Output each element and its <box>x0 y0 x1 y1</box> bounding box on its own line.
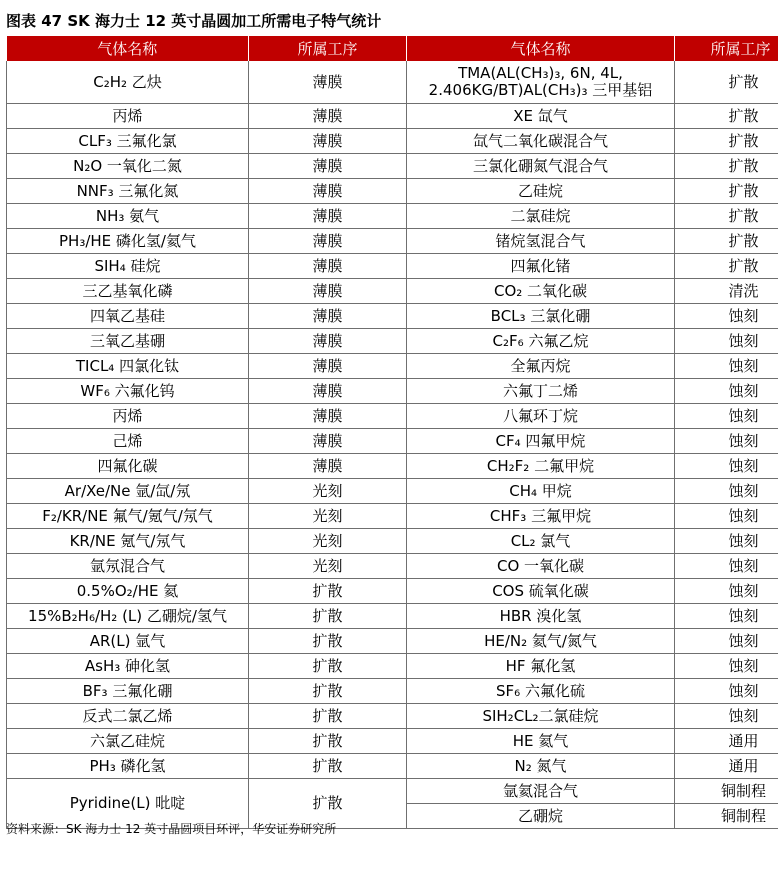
gas-left-cell: WF₆ 六氟化钨 <box>7 379 249 404</box>
gas-left-cell: F₂/KR/NE 氟气/氪气/氖气 <box>7 504 249 529</box>
process-right-cell: 蚀刻 <box>675 704 778 729</box>
process-right-cell: 蚀刻 <box>675 329 778 354</box>
gas-left-cell: AsH₃ 砷化氢 <box>7 654 249 679</box>
gas-left-cell: Ar/Xe/Ne 氩/氙/氖 <box>7 479 249 504</box>
header-gas-right: 气体名称 <box>407 36 675 61</box>
process-right-cell: 蚀刻 <box>675 554 778 579</box>
gas-right-cell: TMA(AL(CH₃)₃, 6N, 4L, 2.406KG/BT)AL(CH₃)₃ 三甲基铝 <box>407 61 675 104</box>
table-row <box>7 279 778 304</box>
gas-left-cell: TICL₄ 四氯化钛 <box>7 354 249 379</box>
process-right-cell: 铜制程 <box>675 804 778 829</box>
process-right-cell: 铜制程 <box>675 779 778 804</box>
gas-left-cell: 三乙基氧化磷 <box>7 279 249 304</box>
process-left-cell: 扩散 <box>249 754 407 779</box>
gas-right-cell: 氩氦混合气 <box>407 779 675 804</box>
process-right-cell: 蚀刻 <box>675 354 778 379</box>
table-row <box>7 404 778 429</box>
process-right-cell: 蚀刻 <box>675 629 778 654</box>
gas-right-cell: CL₂ 氯气 <box>407 529 675 554</box>
process-right-cell: 蚀刻 <box>675 579 778 604</box>
gas-left-cell: 丙烯 <box>7 104 249 129</box>
table-row <box>7 504 778 529</box>
process-left-cell: 薄膜 <box>249 254 407 279</box>
table-header <box>7 36 778 61</box>
gas-right-cell: 乙硼烷 <box>407 804 675 829</box>
gas-left-cell: N₂O 一氧化二氮 <box>7 154 249 179</box>
gas-right-cell: 四氟化锗 <box>407 254 675 279</box>
gas-left-cell: NNF₃ 三氟化氮 <box>7 179 249 204</box>
gas-left-cell: 氩氖混合气 <box>7 554 249 579</box>
gas-left-cell: C₂H₂ 乙炔 <box>7 61 249 104</box>
process-right-cell: 扩散 <box>675 254 778 279</box>
process-right-cell: 蚀刻 <box>675 529 778 554</box>
process-left-cell: 扩散 <box>249 579 407 604</box>
process-left-cell: 薄膜 <box>249 154 407 179</box>
gas-right-cell: COS 硫氧化碳 <box>407 579 675 604</box>
table-row <box>7 179 778 204</box>
header-process-right: 所属工序 <box>675 36 778 61</box>
table-row <box>7 779 778 804</box>
gas-right-cell: HF 氟化氢 <box>407 654 675 679</box>
process-left-cell: 薄膜 <box>249 279 407 304</box>
gas-left-cell: 15%B₂H₆/H₂ (L) 乙硼烷/氢气 <box>7 604 249 629</box>
process-left-cell: 薄膜 <box>249 454 407 479</box>
table-row <box>7 429 778 454</box>
process-left-cell: 薄膜 <box>249 204 407 229</box>
gas-left-cell: 丙烯 <box>7 404 249 429</box>
table-row <box>7 579 778 604</box>
gas-right-cell: CH₂F₂ 二氟甲烷 <box>407 454 675 479</box>
gas-right-cell: 氙气二氧化碳混合气 <box>407 129 675 154</box>
table-row <box>7 754 778 779</box>
process-left-cell: 薄膜 <box>249 179 407 204</box>
process-left-cell: 薄膜 <box>249 429 407 454</box>
table-row <box>7 154 778 179</box>
process-left-cell: 薄膜 <box>249 329 407 354</box>
gas-right-cell: C₂F₆ 六氟乙烷 <box>407 329 675 354</box>
process-left-cell: 薄膜 <box>249 404 407 429</box>
table-row <box>7 229 778 254</box>
process-left-cell: 薄膜 <box>249 129 407 154</box>
gas-right-cell: 二氯硅烷 <box>407 204 675 229</box>
gas-left-cell: AR(L) 氩气 <box>7 629 249 654</box>
process-left-cell: 薄膜 <box>249 379 407 404</box>
process-right-cell: 蚀刻 <box>675 379 778 404</box>
table-row <box>7 704 778 729</box>
table-row <box>7 354 778 379</box>
gas-left-cell: 0.5%O₂/HE 氦 <box>7 579 249 604</box>
gas-left-cell: PH₃ 磷化氢 <box>7 754 249 779</box>
gas-right-cell: HE 氦气 <box>407 729 675 754</box>
gas-left-cell: 己烯 <box>7 429 249 454</box>
process-left-cell: 光刻 <box>249 554 407 579</box>
gas-table <box>6 36 778 829</box>
process-right-cell: 扩散 <box>675 229 778 254</box>
gas-table-container <box>6 36 778 829</box>
process-left-cell: 扩散 <box>249 779 407 829</box>
gas-right-cell: 锗烷氢混合气 <box>407 229 675 254</box>
gas-left-cell: 反式二氯乙烯 <box>7 704 249 729</box>
gas-left-cell: 四氟化碳 <box>7 454 249 479</box>
process-left-cell: 薄膜 <box>249 304 407 329</box>
gas-left-cell: PH₃/HE 磷化氢/氦气 <box>7 229 249 254</box>
process-right-cell: 通用 <box>675 754 778 779</box>
gas-right-cell: CO 一氧化碳 <box>407 554 675 579</box>
table-row <box>7 529 778 554</box>
process-right-cell: 扩散 <box>675 179 778 204</box>
source-note: 资料来源：SK 海力士 12 英寸晶圆项目环评，华安证券研究所 <box>6 822 337 836</box>
gas-right-cell: CO₂ 二氧化碳 <box>407 279 675 304</box>
gas-left-cell: Pyridine(L) 吡啶 <box>7 779 249 829</box>
process-left-cell: 薄膜 <box>249 104 407 129</box>
process-right-cell: 蚀刻 <box>675 304 778 329</box>
process-left-cell: 扩散 <box>249 654 407 679</box>
gas-right-cell: CF₄ 四氟甲烷 <box>407 429 675 454</box>
process-left-cell: 扩散 <box>249 704 407 729</box>
process-right-cell: 清洗 <box>675 279 778 304</box>
process-right-cell: 扩散 <box>675 204 778 229</box>
table-row <box>7 104 778 129</box>
gas-right-cell: SIH₂CL₂二氯硅烷 <box>407 704 675 729</box>
gas-right-cell: 全氟丙烷 <box>407 354 675 379</box>
process-left-cell: 光刻 <box>249 529 407 554</box>
process-right-cell: 扩散 <box>675 61 778 104</box>
gas-left-cell: BF₃ 三氟化硼 <box>7 679 249 704</box>
table-row <box>7 479 778 504</box>
table-row <box>7 729 778 754</box>
process-left-cell: 扩散 <box>249 604 407 629</box>
gas-left-cell: SIH₄ 硅烷 <box>7 254 249 279</box>
gas-right-cell: N₂ 氮气 <box>407 754 675 779</box>
gas-right-cell: 六氟丁二烯 <box>407 379 675 404</box>
process-right-cell: 蚀刻 <box>675 454 778 479</box>
process-left-cell: 薄膜 <box>249 61 407 104</box>
header-process-left: 所属工序 <box>249 36 407 61</box>
gas-left-cell: 四氧乙基硅 <box>7 304 249 329</box>
gas-right-cell: CH₄ 甲烷 <box>407 479 675 504</box>
table-row <box>7 604 778 629</box>
gas-right-cell: HBR 溴化氢 <box>407 604 675 629</box>
table-row <box>7 554 778 579</box>
table-body <box>7 61 778 829</box>
process-right-cell: 蚀刻 <box>675 679 778 704</box>
figure-title: 图表 47 SK 海力士 12 英寸晶圆加工所需电子特气统计 <box>6 12 382 30</box>
table-row <box>7 254 778 279</box>
gas-left-cell: NH₃ 氨气 <box>7 204 249 229</box>
gas-right-cell: SF₆ 六氟化硫 <box>407 679 675 704</box>
process-left-cell: 扩散 <box>249 679 407 704</box>
table-row <box>7 379 778 404</box>
process-right-cell: 扩散 <box>675 129 778 154</box>
table-row <box>7 629 778 654</box>
gas-right-cell: BCL₃ 三氯化硼 <box>407 304 675 329</box>
gas-right-cell: 乙硅烷 <box>407 179 675 204</box>
process-left-cell: 薄膜 <box>249 229 407 254</box>
table-row <box>7 61 778 104</box>
gas-right-cell: 三氯化硼氮气混合气 <box>407 154 675 179</box>
gas-right-cell: CHF₃ 三氟甲烷 <box>407 504 675 529</box>
process-left-cell: 薄膜 <box>249 354 407 379</box>
header-gas-left: 气体名称 <box>7 36 249 61</box>
table-row <box>7 654 778 679</box>
table-row <box>7 454 778 479</box>
gas-left-cell: KR/NE 氪气/氖气 <box>7 529 249 554</box>
process-right-cell: 扩散 <box>675 154 778 179</box>
process-left-cell: 扩散 <box>249 729 407 754</box>
process-right-cell: 蚀刻 <box>675 479 778 504</box>
gas-left-cell: CLF₃ 三氟化氯 <box>7 129 249 154</box>
process-right-cell: 蚀刻 <box>675 604 778 629</box>
process-right-cell: 扩散 <box>675 104 778 129</box>
gas-right-cell: 八氟环丁烷 <box>407 404 675 429</box>
table-row <box>7 204 778 229</box>
process-right-cell: 蚀刻 <box>675 429 778 454</box>
process-right-cell: 通用 <box>675 729 778 754</box>
table-row <box>7 304 778 329</box>
process-right-cell: 蚀刻 <box>675 404 778 429</box>
process-left-cell: 光刻 <box>249 479 407 504</box>
process-left-cell: 扩散 <box>249 629 407 654</box>
table-row <box>7 129 778 154</box>
process-left-cell: 光刻 <box>249 504 407 529</box>
process-right-cell: 蚀刻 <box>675 504 778 529</box>
process-right-cell: 蚀刻 <box>675 654 778 679</box>
gas-left-cell: 三氧乙基硼 <box>7 329 249 354</box>
table-row <box>7 679 778 704</box>
gas-left-cell: 六氯乙硅烷 <box>7 729 249 754</box>
gas-right-cell: HE/N₂ 氦气/氮气 <box>407 629 675 654</box>
gas-right-cell: XE 氙气 <box>407 104 675 129</box>
table-row <box>7 329 778 354</box>
